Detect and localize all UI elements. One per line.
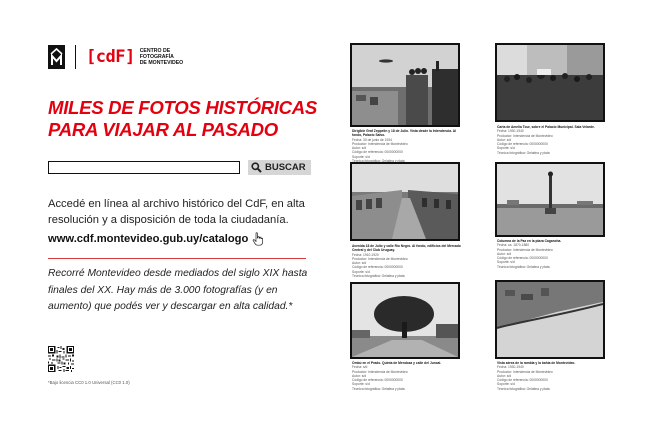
photo-meta: Código de referencia: 0000000000 <box>352 378 403 383</box>
photo-meta: Productor: Intendencia de Montevideo <box>497 369 553 374</box>
catalog-link[interactable]: www.cdf.montevideo.gub.uy/catalogo <box>48 233 249 245</box>
photo-title: Carta de Amelia Tour, sobre el Palacio Municipal. Sala Velarde. <box>497 125 595 129</box>
license-note: *Bajo licencia CC0 1.0 Universal (CC0 1.0) <box>48 380 130 385</box>
photo-meta: Código de referencia: 0000000000 <box>352 265 403 270</box>
search-bar <box>48 160 311 175</box>
photo-meta: Fecha: 1930-1940 <box>497 365 524 370</box>
photo-meta: Soporte: s/d <box>352 382 370 387</box>
photo-meta: Autor: s/d <box>352 146 367 151</box>
photo-caption <box>497 239 607 269</box>
photo-meta: Autor: s/d <box>497 137 512 142</box>
search-icon <box>251 162 262 173</box>
photo-meta: Código de referencia: 0000000000 <box>497 256 548 261</box>
page-headline <box>48 97 318 141</box>
section-divider <box>48 258 306 259</box>
photo-title: Avenida 18 de Julio y calle Río Negro. Al fondo, edificios del Mercado Central y del Club Uruguay. <box>352 244 461 253</box>
photo-image <box>352 45 458 125</box>
photo-zeppelin[interactable] <box>350 43 460 127</box>
photo-meta: Técnica fotográfica: Gelatina y plata <box>497 264 550 269</box>
photo-meta: Soporte: s/d <box>497 382 515 387</box>
photo-meta: Productor: Intendencia de Montevideo <box>497 133 553 138</box>
photo-meta: Fecha: 1910-1920 <box>352 252 379 257</box>
search-button-label: BUSCAR <box>265 162 306 173</box>
photo-meta: Fecha: s/d <box>352 365 368 370</box>
photo-meta: Fecha: ca. 1870-1880 <box>497 243 530 248</box>
montevideo-logo-icon <box>48 45 65 69</box>
cdf-logo: [cdF] <box>86 47 135 67</box>
photo-aerial[interactable] <box>495 280 605 359</box>
photo-meta: Soporte: s/d <box>352 154 370 159</box>
photo-meta: Soporte: s/d <box>352 269 370 274</box>
photo-image <box>497 45 603 120</box>
photo-tree[interactable] <box>350 282 460 359</box>
photo-image <box>497 164 603 235</box>
photo-meta: Autor: s/d <box>352 261 367 266</box>
logo-line-3: DE MONTEVIDEO <box>139 60 184 66</box>
photo-meta: Técnica fotográfica: Gelatina y plata <box>497 150 550 155</box>
photo-avenue[interactable] <box>350 162 460 241</box>
photo-meta: Productor: Intendencia de Montevideo <box>352 141 408 146</box>
photo-meta: Soporte: s/d <box>497 146 515 151</box>
photo-meta: Código de referencia: 0000000000 <box>497 378 548 383</box>
photo-caption <box>352 361 464 391</box>
photo-meta: Fecha: 30 de junio de 1934 <box>352 137 392 142</box>
photo-title: Ombú en el Prado. Quinta de Mendoza y calle del Juncal. <box>352 361 442 365</box>
photo-meta: Productor: Intendencia de Montevideo <box>352 369 408 374</box>
cdf-logo-text <box>140 48 184 66</box>
photo-meta: Código de referencia: 0000000000 <box>352 150 403 155</box>
headline-line-1: MILES DE FOTOS HISTÓRICAS <box>48 97 318 118</box>
search-input[interactable] <box>48 161 240 174</box>
photo-column[interactable] <box>495 162 605 237</box>
catalog-link-row <box>48 232 264 246</box>
photo-meta: Código de referencia: 0000000000 <box>497 142 548 147</box>
logo-divider <box>75 45 76 69</box>
photo-caption <box>497 125 607 155</box>
photo-image <box>497 282 603 357</box>
photo-image <box>352 164 458 239</box>
pointer-hand-icon <box>252 232 264 246</box>
photo-meta: Técnica fotográfica: Gelatina y plata <box>352 386 405 391</box>
photo-title: Dirigible Graf Zeppelin y 18 de Julio. Vista desde la Intendencia. Al fondo, Palacio Salvo. <box>352 129 457 138</box>
photo-meta: Productor: Intendencia de Montevideo <box>497 247 553 252</box>
photo-title: Columna de la Paz en la plaza Cagancha. <box>497 239 562 243</box>
photo-meta: Fecha: 1930-1940 <box>497 129 524 134</box>
photo-meta: Autor: s/d <box>497 373 512 378</box>
photo-caption <box>352 129 464 163</box>
photo-meta: Autor: s/d <box>497 251 512 256</box>
photo-meta: Técnica fotográfica: Gelatina y plata <box>497 386 550 391</box>
photo-meta: Técnica fotográfica: Gelatina y plata <box>352 274 405 279</box>
search-button[interactable] <box>248 160 311 175</box>
headline-line-2: PARA VIAJAR AL PASADO <box>48 119 278 140</box>
qr-code[interactable] <box>48 346 74 372</box>
photo-title: Vista aérea de la rambla y la bahía de Montevideo. <box>497 361 576 365</box>
photo-meta: Autor: s/d <box>352 373 367 378</box>
photo-image <box>352 284 458 357</box>
photo-caption <box>497 361 607 391</box>
description-text: Accedé en línea al archivo histórico del CdF, en alta resolución y a disposición de toda la ciudadanía. <box>48 198 305 226</box>
photo-crowd[interactable] <box>495 43 605 122</box>
logo-line-1: CENTRO DE <box>139 48 171 54</box>
photo-meta: Soporte: s/d <box>497 260 515 265</box>
logo-line-2: FOTOGRAFÍA <box>139 54 174 60</box>
photo-caption <box>352 244 464 278</box>
photo-meta: Productor: Intendencia de Montevideo <box>352 256 408 261</box>
archive-description: Recorré Montevideo desde mediados del siglo XIX hasta finales del XX. Hay más de 3.000 fotografías (y en aumento) que podés ver y descargar en alta calidad.* <box>48 268 308 312</box>
header-logos <box>48 44 183 70</box>
